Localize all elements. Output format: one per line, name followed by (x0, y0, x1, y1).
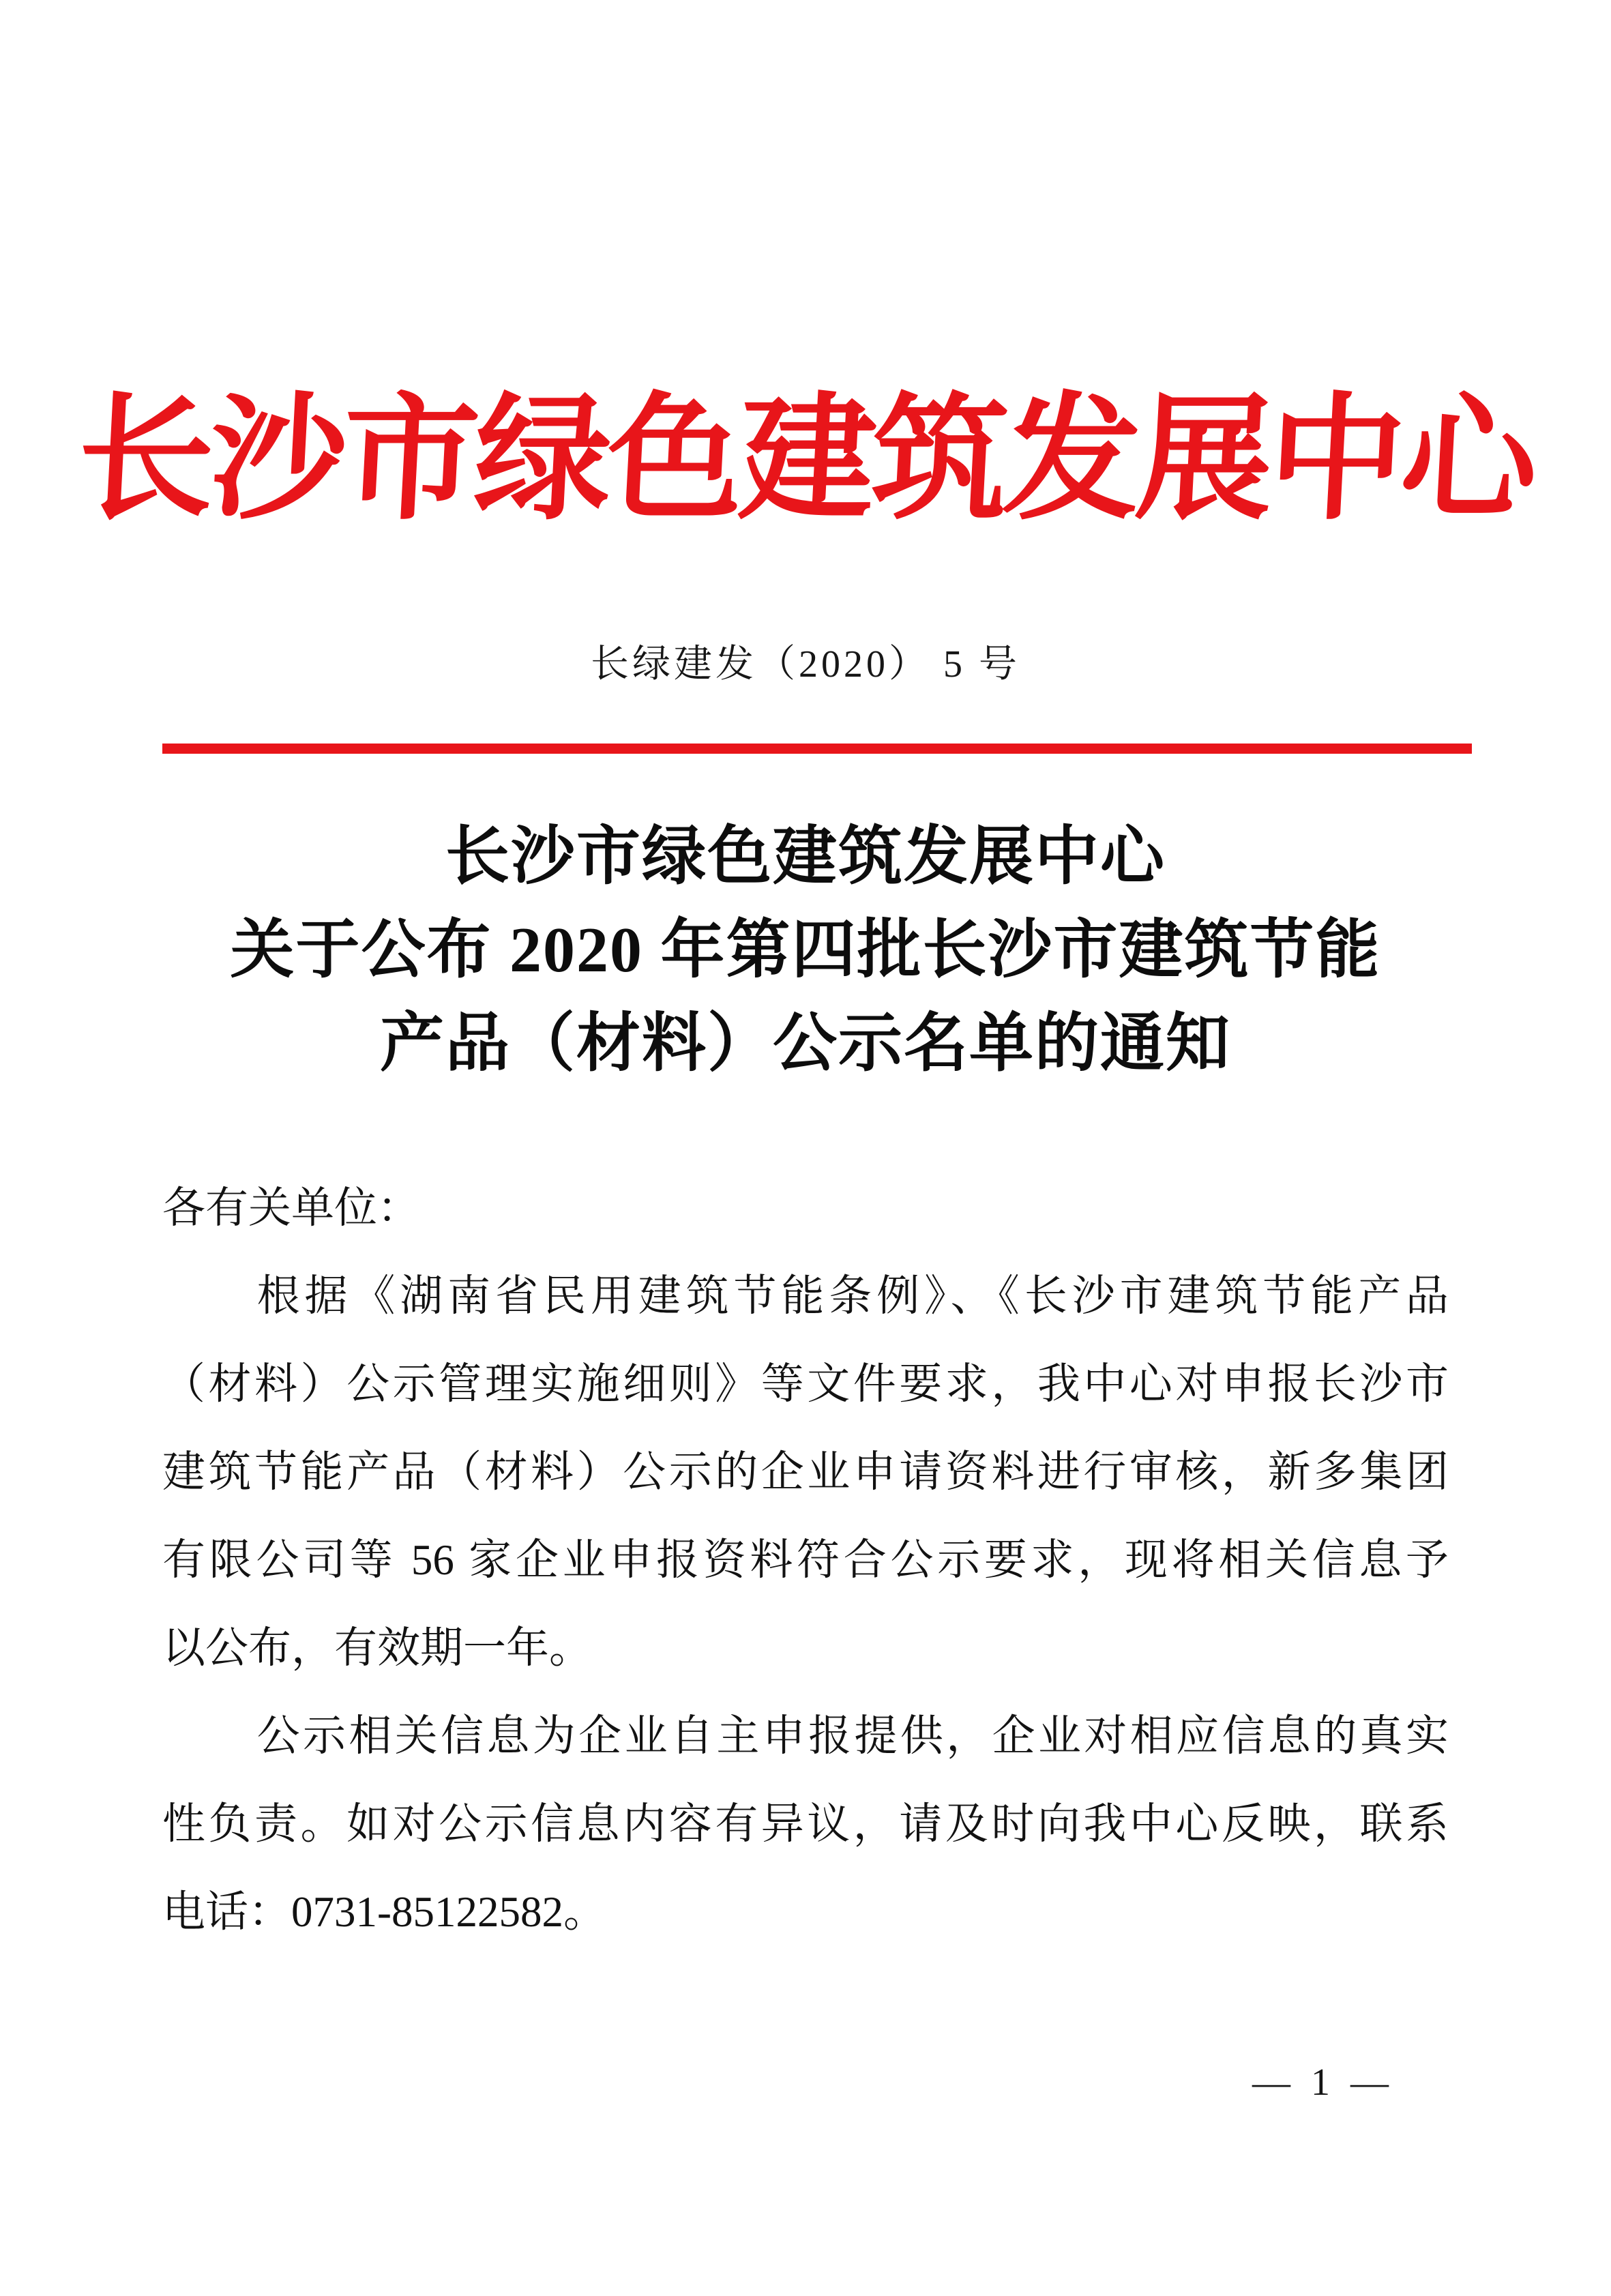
notice-title-line-2: 关于公布 2020 年第四批长沙市建筑节能 (230, 915, 1381, 986)
doc-reference-number: 长绿建发（2020） 5 号 (591, 643, 1020, 686)
paragraph2-line: 电话：0731-85122582。 (162, 1888, 606, 1936)
paragraph1-line: 以公布，有效期一年。 (162, 1624, 592, 1672)
notice-title-line-3: 产品（材料）公示名单的通知 (379, 1008, 1231, 1079)
letterhead-title: 长沙市绿色建筑发展中心 (74, 385, 1537, 536)
paragraph1-line: 根据《湖南省民用建筑节能条例》、《长沙市建筑节能产品 (256, 1272, 1449, 1320)
page-number: — 1 — (1252, 2061, 1394, 2104)
paragraph1-line: （材料）公示管理实施细则》等文件要求，我中心对申报长沙市 (162, 1360, 1449, 1408)
salutation: 各有关单位： (162, 1184, 420, 1232)
paragraph1-line: 有限公司等 56 家企业申报资料符合公示要求，现将相关信息予 (162, 1536, 1449, 1584)
paragraph1-line: 建筑节能产品（材料）公示的企业申请资料进行审核，新多集团 (162, 1448, 1449, 1496)
notice-title (0, 810, 1611, 1091)
notice-body (162, 1164, 1449, 1956)
paragraph2-line: 公示相关信息为企业自主申报提供，企业对相应信息的真实 (256, 1712, 1449, 1760)
red-divider-line (162, 744, 1472, 754)
notice-title-line-1: 长沙市绿色建筑发展中心 (445, 821, 1166, 892)
paragraph2-line: 性负责。如对公示信息内容有异议，请及时向我中心反映，联系 (162, 1800, 1449, 1848)
